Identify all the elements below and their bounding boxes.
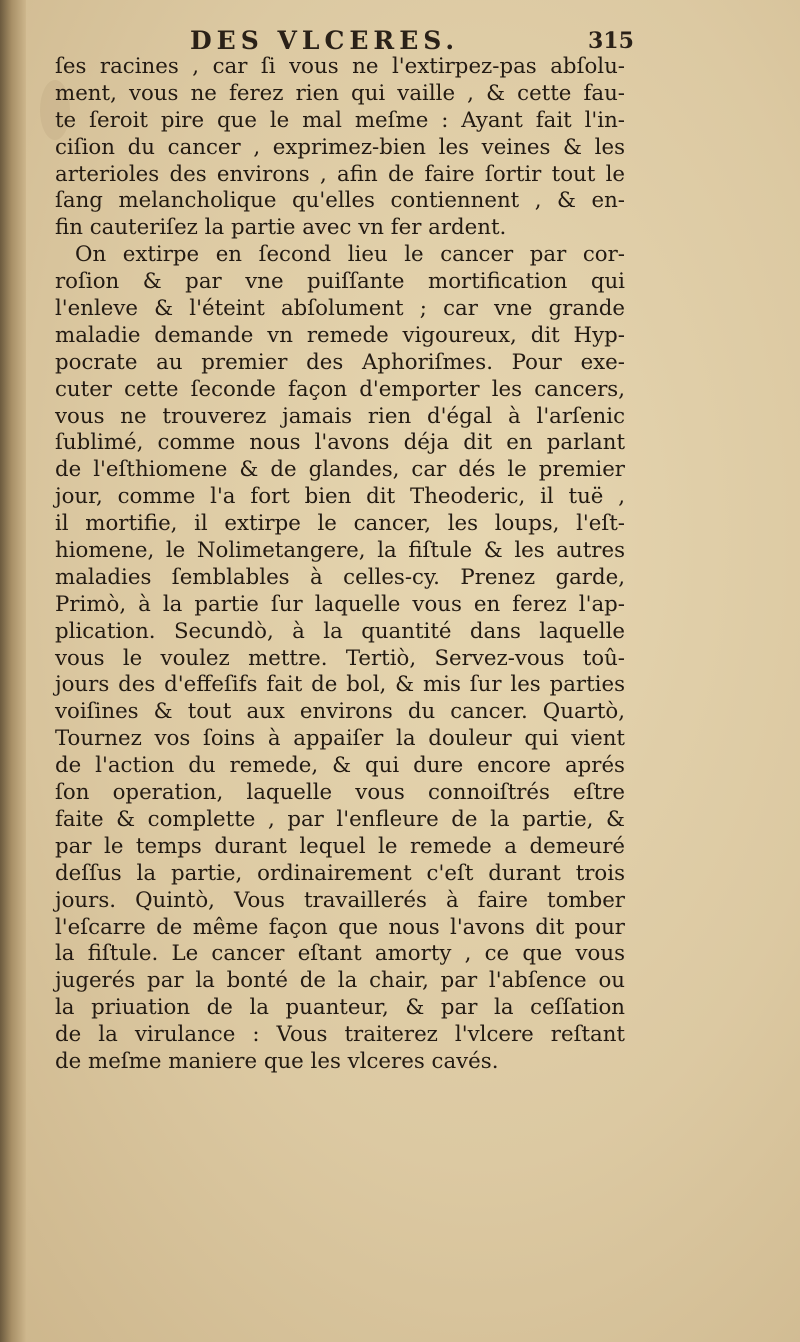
text-line: cuter cette ſeconde façon d'emporter les cancers, — [55, 376, 625, 402]
text-line: jugerés par la bonté de la chair, par l'abſence ou — [55, 968, 625, 994]
text-line: te ſeroit pire que le mal meſme : Ayant fait l'in- — [55, 107, 625, 133]
text-line: l'enleve & l'éteint abſolument ; car vne grande — [55, 296, 625, 322]
text-line: par le temps durant lequel le remede a demeuré — [55, 833, 625, 859]
text-line: arterioles des environs , afin de faire ſortir tout le — [55, 161, 625, 187]
text-line: fin cauteriſez la partie avec vn fer ardent. — [55, 215, 507, 241]
page-gutter — [0, 0, 26, 1342]
text-line: On extirpe en ſecond lieu le cancer par cor- — [75, 242, 625, 268]
text-line: maladie demande vn remede vigoureux, dit Hyp- — [55, 322, 625, 348]
text-line: ſublimé, comme nous l'avons déja dit en parlant — [55, 430, 625, 456]
text-line: jours des d'effeſifs fait de bol, & mis ſur les parties — [55, 672, 625, 698]
text-line: ciſion du cancer , exprimez-bien les veines & les — [55, 134, 625, 160]
text-line: roſion & par vne puiſſante mortification qui — [55, 269, 625, 295]
text-line: ſon operation, laquelle vous connoiſtrés eſtre — [55, 780, 625, 806]
text-line: de l'action du remede, & qui dure encore aprés — [55, 753, 625, 779]
text-line: jour, comme l'a fort bien dit Theoderic, il tuë , — [55, 484, 625, 510]
text-line: de la virulance : Vous traiterez l'vlcere reſtant — [55, 1022, 625, 1048]
text-line: pocrate au premier des Aphoriſmes. Pour exe- — [55, 349, 625, 375]
text-line: hiomene, le Nolimetangere, la fiſtule & les autres — [55, 538, 625, 564]
running-title: DES VLCERES. — [190, 26, 460, 55]
body-text — [55, 54, 625, 1076]
text-line: vous le voulez mettre. Tertiò, Servez-vous toû- — [55, 645, 625, 671]
text-line: de meſme maniere que les vlceres cavés. — [55, 1048, 499, 1074]
text-line: l'eſcarre de même façon que nous l'avons dit pour — [55, 914, 625, 940]
text-line: il mortifie, il extirpe le cancer, les loups, l'eſt- — [55, 511, 625, 537]
text-line: deſſus la partie, ordinairement c'eſt durant trois — [55, 860, 625, 886]
text-line: maladies ſemblables à celles-cy. Prenez garde, — [55, 564, 625, 590]
text-line: vous ne trouverez jamais rien d'égal à l'arſenic — [55, 403, 625, 429]
page-number: 315 — [588, 28, 634, 54]
text-line: jours. Quintò, Vous travaillerés à faire tomber — [55, 887, 625, 913]
text-line: voiſines & tout aux environs du cancer. Quartò, — [55, 699, 625, 725]
text-line: ſes racines , car ſi vous ne l'extirpez-pas abſolu- — [55, 54, 625, 79]
text-line: Primò, à la partie ſur laquelle vous en ferez l'ap- — [55, 591, 625, 617]
text-line: ſang melancholique qu'elles contiennent , & en- — [55, 188, 625, 214]
text-line: la fiſtule. Le cancer eſtant amorty , ce que vous — [55, 941, 625, 967]
text-line: de l'eſthiomene & de glandes, car dés le premier — [55, 457, 625, 483]
text-line: faite & complette , par l'enfleure de la partie, & — [55, 806, 625, 832]
text-line: Tournez vos ſoins à appaiſer la douleur qui vient — [55, 726, 625, 752]
text-line: ment, vous ne ferez rien qui vaille , & cette fau- — [55, 80, 625, 106]
text-line: la priuation de la puanteur, & par la ceſſation — [55, 995, 625, 1021]
text-line: plication. Secundò, à la quantité dans laquelle — [55, 618, 625, 644]
